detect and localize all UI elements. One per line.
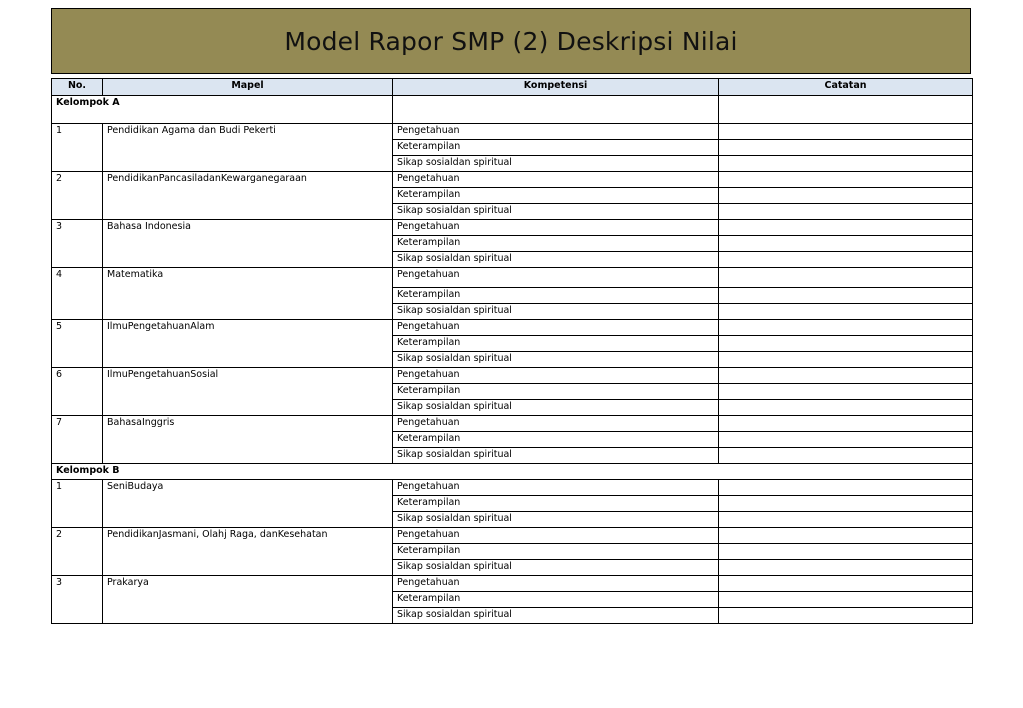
subject-mapel: BahasaInggris <box>103 416 393 464</box>
header-no: No. <box>52 79 103 96</box>
catatan-cell[interactable] <box>719 304 973 320</box>
table-row <box>52 368 973 384</box>
table-row <box>52 124 973 140</box>
catatan-cell[interactable] <box>719 480 973 496</box>
kompetensi-cell: Sikap sosialdan spiritual <box>393 352 719 368</box>
subject-no: 3 <box>52 220 103 268</box>
title-banner <box>51 8 971 74</box>
catatan-cell[interactable] <box>719 368 973 384</box>
table-row <box>52 172 973 188</box>
kompetensi-cell: Pengetahuan <box>393 416 719 432</box>
kompetensi-cell: Keterampilan <box>393 236 719 252</box>
subject-mapel: IlmuPengetahuanSosial <box>103 368 393 416</box>
header-catatan: Catatan <box>719 79 973 96</box>
catatan-cell[interactable] <box>719 124 973 140</box>
catatan-cell[interactable] <box>719 204 973 220</box>
kompetensi-cell: Pengetahuan <box>393 172 719 188</box>
catatan-cell[interactable] <box>719 512 973 528</box>
subject-mapel: Pendidikan Agama dan Budi Pekerti <box>103 124 393 172</box>
catatan-cell[interactable] <box>719 592 973 608</box>
group-kompetensi-cell <box>393 96 719 124</box>
kompetensi-cell: Pengetahuan <box>393 576 719 592</box>
kompetensi-cell: Keterampilan <box>393 288 719 304</box>
kompetensi-cell: Sikap sosialdan spiritual <box>393 204 719 220</box>
subject-mapel: Bahasa Indonesia <box>103 220 393 268</box>
subject-no: 1 <box>52 124 103 172</box>
group-row <box>52 96 973 124</box>
kompetensi-cell: Sikap sosialdan spiritual <box>393 512 719 528</box>
table-row <box>52 320 973 336</box>
report-table <box>51 78 973 624</box>
catatan-cell[interactable] <box>719 416 973 432</box>
catatan-cell[interactable] <box>719 496 973 512</box>
subject-mapel: Prakarya <box>103 576 393 624</box>
catatan-cell[interactable] <box>719 288 973 304</box>
catatan-cell[interactable] <box>719 336 973 352</box>
kompetensi-cell: Pengetahuan <box>393 268 719 288</box>
kompetensi-cell: Pengetahuan <box>393 220 719 236</box>
subject-mapel: PendidikanJasmani, Olahj Raga, danKesehatan <box>103 528 393 576</box>
catatan-cell[interactable] <box>719 220 973 236</box>
subject-no: 7 <box>52 416 103 464</box>
catatan-cell[interactable] <box>719 268 973 288</box>
kompetensi-cell: Keterampilan <box>393 544 719 560</box>
catatan-cell[interactable] <box>719 384 973 400</box>
catatan-cell[interactable] <box>719 188 973 204</box>
catatan-cell[interactable] <box>719 236 973 252</box>
catatan-cell[interactable] <box>719 576 973 592</box>
kompetensi-cell: Pengetahuan <box>393 368 719 384</box>
catatan-cell[interactable] <box>719 252 973 268</box>
group-label: Kelompok A <box>52 96 393 124</box>
subject-mapel: Matematika <box>103 268 393 320</box>
subject-no: 5 <box>52 320 103 368</box>
subject-no: 3 <box>52 576 103 624</box>
catatan-cell[interactable] <box>719 528 973 544</box>
kompetensi-cell: Keterampilan <box>393 432 719 448</box>
kompetensi-cell: Sikap sosialdan spiritual <box>393 560 719 576</box>
subject-no: 1 <box>52 480 103 528</box>
page-title: Model Rapor SMP (2) Deskripsi Nilai <box>284 26 738 56</box>
catatan-cell[interactable] <box>719 560 973 576</box>
catatan-cell[interactable] <box>719 544 973 560</box>
kompetensi-cell: Pengetahuan <box>393 320 719 336</box>
catatan-cell[interactable] <box>719 448 973 464</box>
group-label: Kelompok B <box>52 464 973 480</box>
subject-mapel: PendidikanPancasiladanKewarganegaraan <box>103 172 393 220</box>
subject-mapel: SeniBudaya <box>103 480 393 528</box>
header-kompetensi: Kompetensi <box>393 79 719 96</box>
kompetensi-cell: Sikap sosialdan spiritual <box>393 400 719 416</box>
catatan-cell[interactable] <box>719 432 973 448</box>
kompetensi-cell: Sikap sosialdan spiritual <box>393 608 719 624</box>
kompetensi-cell: Pengetahuan <box>393 480 719 496</box>
header-mapel: Mapel <box>103 79 393 96</box>
table-row <box>52 480 973 496</box>
subject-no: 6 <box>52 368 103 416</box>
catatan-cell[interactable] <box>719 156 973 172</box>
subject-mapel: IlmuPengetahuanAlam <box>103 320 393 368</box>
table-body <box>52 96 973 624</box>
catatan-cell[interactable] <box>719 352 973 368</box>
kompetensi-cell: Pengetahuan <box>393 124 719 140</box>
subject-no: 2 <box>52 528 103 576</box>
kompetensi-cell: Sikap sosialdan spiritual <box>393 156 719 172</box>
kompetensi-cell: Keterampilan <box>393 336 719 352</box>
kompetensi-cell: Keterampilan <box>393 384 719 400</box>
group-row <box>52 464 973 480</box>
catatan-cell[interactable] <box>719 172 973 188</box>
catatan-cell[interactable] <box>719 320 973 336</box>
subject-no: 4 <box>52 268 103 320</box>
catatan-cell[interactable] <box>719 608 973 624</box>
header-row <box>52 79 973 96</box>
kompetensi-cell: Keterampilan <box>393 496 719 512</box>
catatan-cell[interactable] <box>719 140 973 156</box>
table-row <box>52 528 973 544</box>
table-row <box>52 220 973 236</box>
table-row <box>52 416 973 432</box>
kompetensi-cell: Keterampilan <box>393 592 719 608</box>
kompetensi-cell: Pengetahuan <box>393 528 719 544</box>
kompetensi-cell: Sikap sosialdan spiritual <box>393 252 719 268</box>
kompetensi-cell: Sikap sosialdan spiritual <box>393 304 719 320</box>
kompetensi-cell: Keterampilan <box>393 188 719 204</box>
subject-no: 2 <box>52 172 103 220</box>
kompetensi-cell: Sikap sosialdan spiritual <box>393 448 719 464</box>
table-row <box>52 576 973 592</box>
table-row <box>52 268 973 288</box>
catatan-cell[interactable] <box>719 400 973 416</box>
kompetensi-cell: Keterampilan <box>393 140 719 156</box>
group-catatan-cell <box>719 96 973 124</box>
